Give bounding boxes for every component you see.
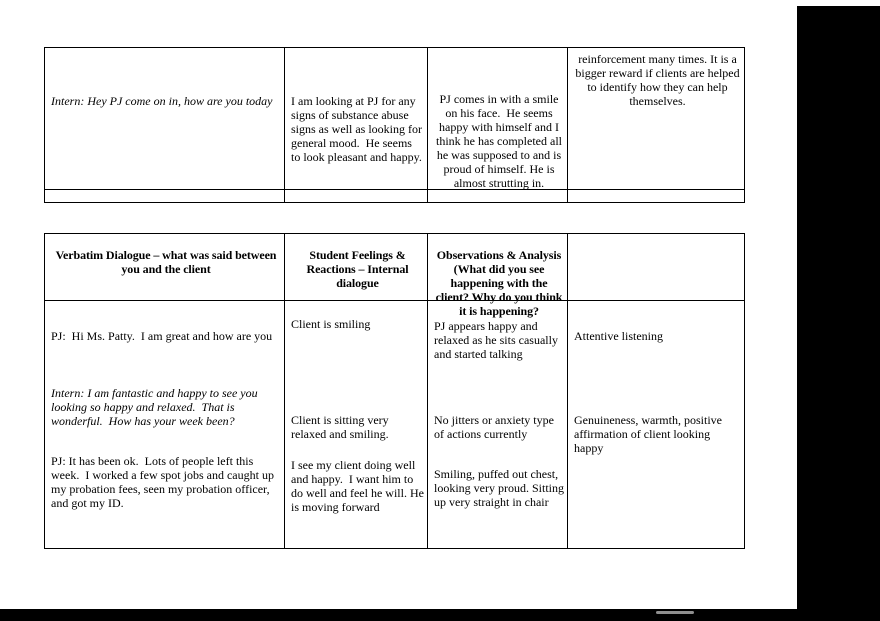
observation-no-jitters-text: No jitters or anxiety type of actions currently [434,413,557,441]
t1-observations-text: PJ comes in with a smile on his face. He seems happy with himself and I think he has completed all he was supposed to and is proud of himself. He is almost strutting in. [436,92,565,190]
t1-empty-cell [428,190,568,202]
header-student-feelings [285,234,428,301]
t1-feelings-cell [285,48,428,190]
t1-dialogue-text: Intern: Hey PJ come on in, how are you today [51,94,273,108]
t1-empty-cell [45,190,285,202]
feeling-smiling-text: Client is smiling [291,317,371,331]
intern-reply-text: Intern: I am fantastic and happy to see you looking so happy and relaxed. That is wonderful. How has your week been? [51,386,261,428]
t1-dialogue-cell [45,48,285,190]
feeling-doing-well-text: I see my client doing well and happy. I want him to do well and feel he will. He is moving forward [291,458,427,514]
observation-proud-text: Smiling, puffed out chest, looking very proud. Sitting up very straight in chair [434,467,567,509]
t1-analysis-text: reinforcement many times. It is a bigger reward if clients are helped to identify how they can help themselves. [575,52,743,108]
t1-feelings-text: I am looking at PJ for any signs of substance abuse signs as well as looking for general mood. He seems to look pleasant and happy. [291,94,425,164]
page-edge-bottom [0,609,880,621]
t1-empty-cell [568,190,744,202]
t2-observations-cell [428,301,568,548]
pj-update-text: PJ: It has been ok. Lots of people left this week. I worked a few spot jobs and caught up my probation fees, seen my probation officer, and got my ID. [51,454,277,510]
analysis-attentive-text: Attentive listening [574,329,663,343]
feeling-relaxed-text: Client is sitting very relaxed and smiling. [291,413,392,441]
continuation-table [44,47,745,203]
header-verbatim-dialogue [45,234,285,301]
header-student-feelings-text: Student Feelings & Reactions – Internal dialogue [306,248,412,290]
t2-analysis-cell [568,301,744,548]
horizontal-scrollbar-thumb[interactable] [656,611,694,614]
observation-happy-relaxed-text: PJ appears happy and relaxed as he sits casually and started talking [434,319,561,361]
pj-greeting-text: PJ: Hi Ms. Patty. I am great and how are you [51,329,273,343]
t1-empty-cell [285,190,428,202]
t1-observations-cell [428,48,568,190]
analysis-genuineness-text: Genuineness, warmth, positive affirmation of client looking happy [574,413,725,455]
t1-analysis-cell [568,48,744,190]
header-empty [568,234,744,301]
header-observations-analysis [428,234,568,318]
verbatim-dialogue-table [44,233,745,549]
t2-feelings-cell [285,301,428,548]
header-verbatim-dialogue-text: Verbatim Dialogue – what was said between you and the client [55,248,280,276]
page-edge-right [797,6,880,621]
header-observations-analysis-text: Observations & Analysis (What did you see happening with the client? Why do you think it is happening? [435,248,566,318]
t2-dialogue-cell [45,301,285,548]
